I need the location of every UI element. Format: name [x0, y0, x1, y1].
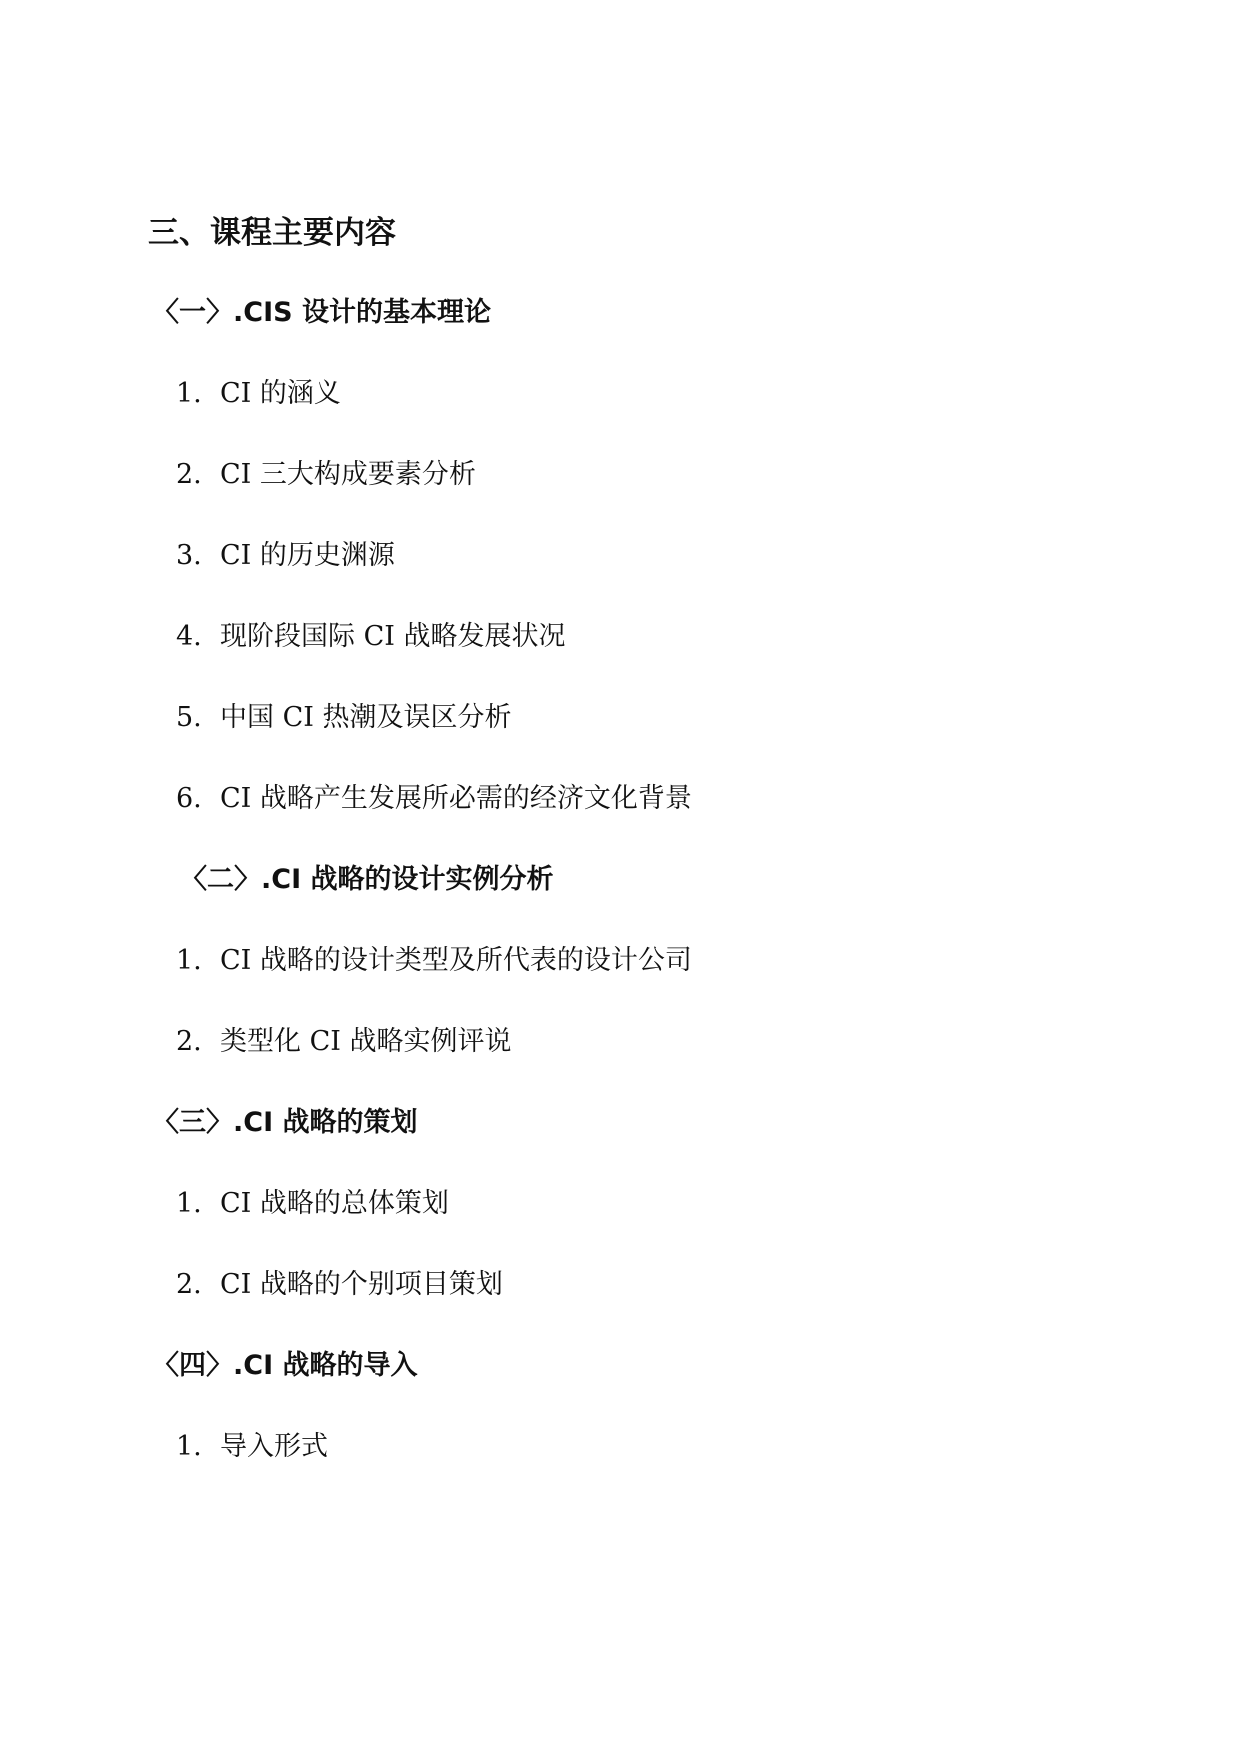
list-item-number: 2. — [176, 1026, 202, 1057]
list-item — [176, 623, 566, 650]
page-title: 三、课程主要内容 — [148, 215, 396, 251]
section-heading: 〈二〉.CI 战略的设计实例分析 — [180, 864, 554, 895]
list-item — [176, 380, 341, 407]
list-item-text: CI 战略的设计类型及所代表的设计公司 — [220, 945, 692, 976]
list-item-text: 现阶段国际 CI 战略发展状况 — [220, 621, 566, 652]
list-item-text: CI 战略的总体策划 — [220, 1188, 449, 1219]
list-item-number: 1. — [176, 945, 202, 976]
list-item-number: 2. — [176, 1269, 202, 1300]
list-item-number: 6. — [176, 783, 202, 814]
list-item-text: CI 的涵义 — [220, 378, 341, 409]
list-item-number: 1. — [176, 378, 202, 409]
list-item-text: CI 战略产生发展所必需的经济文化背景 — [220, 783, 692, 814]
list-item — [176, 542, 395, 569]
list-item — [176, 947, 692, 974]
list-item-number: 2. — [176, 459, 202, 490]
list-item-number: 1. — [176, 1431, 202, 1462]
list-item-number: 1. — [176, 1188, 202, 1219]
list-item — [176, 785, 692, 812]
list-item-number: 3. — [176, 540, 202, 571]
list-item-text: CI 三大构成要素分析 — [220, 459, 476, 490]
list-item — [176, 1433, 328, 1460]
list-item-text: 类型化 CI 战略实例评说 — [220, 1026, 512, 1057]
list-item — [176, 1028, 512, 1055]
section-heading: 〈四〉.CI 战略的导入 — [152, 1350, 418, 1381]
list-item-text: 导入形式 — [220, 1431, 328, 1462]
list-item-number: 5. — [176, 702, 202, 733]
list-item — [176, 461, 476, 488]
list-item — [176, 1190, 449, 1217]
section-heading: 〈一〉.CIS 设计的基本理论 — [152, 297, 491, 328]
list-item — [176, 704, 512, 731]
list-item-number: 4. — [176, 621, 202, 652]
list-item-text: CI 战略的个别项目策划 — [220, 1269, 503, 1300]
list-item-text: 中国 CI 热潮及误区分析 — [220, 702, 512, 733]
list-item-text: CI 的历史渊源 — [220, 540, 395, 571]
list-item — [176, 1271, 503, 1298]
section-heading: 〈三〉.CI 战略的策划 — [152, 1107, 418, 1138]
